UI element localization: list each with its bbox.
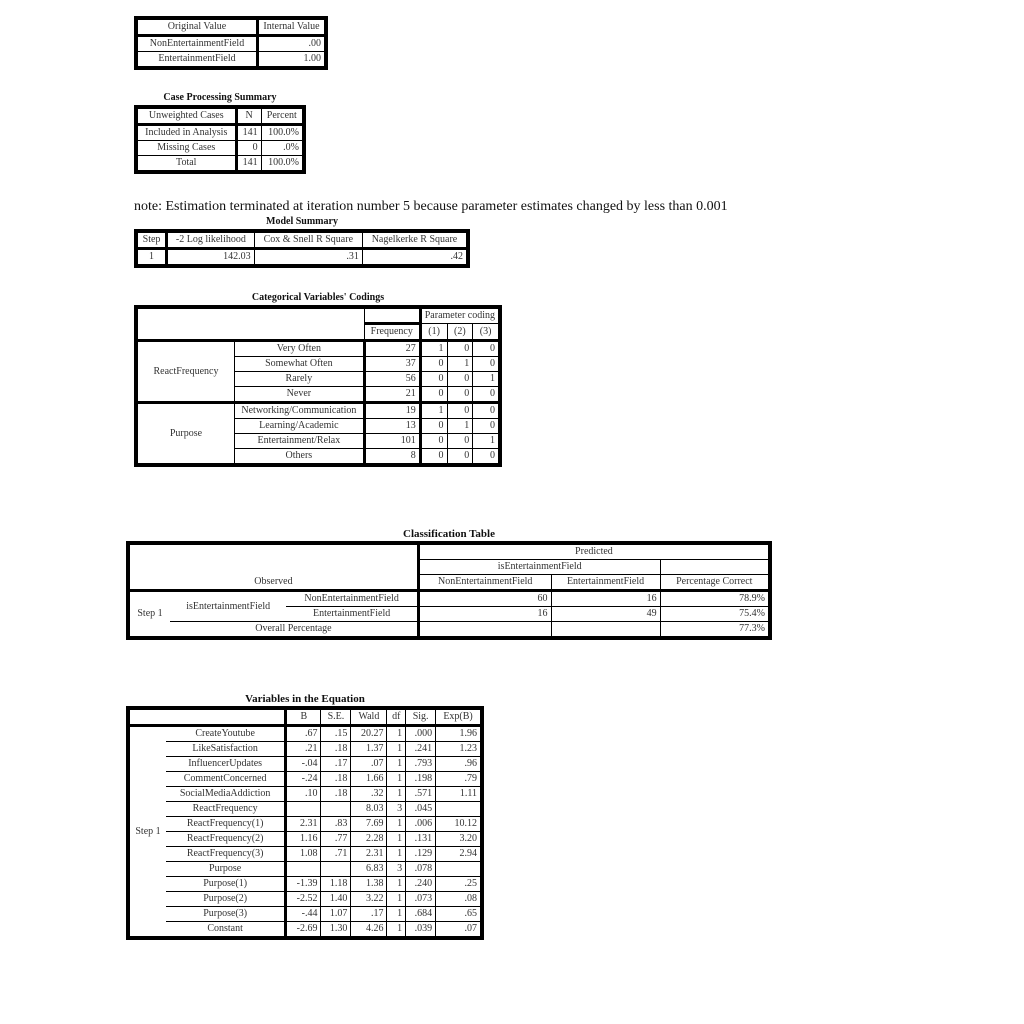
cell: .131 [406,832,436,847]
cell: 1.37 [351,742,387,757]
cell: .045 [406,802,436,817]
cell: 0 [473,419,500,434]
model-summary-block [134,215,470,268]
variables-table [126,706,484,940]
cell: 1.96 [436,726,482,742]
step-label: Step 1 [128,726,166,939]
cell: 7.69 [351,817,387,832]
cell: 0 [447,387,473,403]
cell: .67 [286,726,321,742]
classification-block [126,527,772,640]
header-dep-var: isEntertainmentField [418,560,660,575]
header-col-non: NonEntertainmentField [418,575,551,591]
header-col-pct: Percentage Correct [660,575,770,591]
cell: .83 [321,817,351,832]
category-label: Networking/Communication [235,403,365,419]
cell: .07 [351,757,387,772]
cell: 0 [236,141,261,156]
cell: -2.69 [286,922,321,939]
table-row [128,877,482,892]
variable-label: Purpose [166,862,286,877]
header-expb: Exp(B) [436,708,482,726]
cell: 3 [387,802,406,817]
cell: 142.03 [167,249,255,267]
cell: 1 [387,742,406,757]
header-nagelkerke: Nagelkerke R Square [362,231,468,249]
category-label: Learning/Academic [235,419,365,434]
cell: .073 [406,892,436,907]
cell: 1 [387,726,406,742]
header-n: N [236,107,261,125]
cell: .21 [286,742,321,757]
observed-label: EntertainmentField [286,607,418,622]
case-processing-block [134,91,306,174]
header-code-3: (3) [473,324,500,341]
cell: 0 [473,387,500,403]
cell: 2.94 [436,847,482,862]
cell: -2.52 [286,892,321,907]
variable-label: ReactFrequency(2) [166,832,286,847]
variable-label: SocialMediaAddiction [166,787,286,802]
variable-label: InfluencerUpdates [166,757,286,772]
cell: 56 [364,372,420,387]
variables-title: Variables in the Equation [245,693,365,705]
table-row [128,847,482,862]
cell: .684 [406,907,436,922]
cell: .77 [321,832,351,847]
table-row [128,862,482,877]
header-parameter-coding: Parameter coding [420,307,500,324]
cell: .25 [436,877,482,892]
group-react-frequency: ReactFrequency [136,341,235,403]
cell: 0 [447,434,473,449]
header-cox-snell: Cox & Snell R Square [254,231,362,249]
cell: 0 [473,341,500,357]
variable-label: Constant [166,922,286,939]
cell: 100.0% [261,156,304,173]
cell: 8 [364,449,420,466]
cell: .10 [286,787,321,802]
cell: -.44 [286,907,321,922]
category-label: Never [235,387,365,403]
cell-empty [551,622,660,639]
cell: .65 [436,907,482,922]
cell: 1 [387,817,406,832]
cell: 8.03 [351,802,387,817]
header-col-ent: EntertainmentField [551,575,660,591]
cell: 27 [364,341,420,357]
corner-cell [136,307,364,341]
table-row [128,892,482,907]
header-original-value: Original Value [136,18,258,36]
cell: 20.27 [351,726,387,742]
cell: 1.00 [258,52,327,69]
cell: -.04 [286,757,321,772]
variable-label: CreateYoutube [166,726,286,742]
cell: .0% [261,141,304,156]
cell: 13 [364,419,420,434]
cell: 1 [136,249,167,267]
case-processing-table [134,105,306,174]
cell: 0 [420,419,447,434]
cell [286,862,321,877]
cell: 1 [420,403,447,419]
cell: 0 [447,372,473,387]
cell: .000 [406,726,436,742]
variable-label: ReactFrequency(1) [166,817,286,832]
header-b: B [286,708,321,726]
cell: 2.28 [351,832,387,847]
cell: Included in Analysis [136,125,236,141]
cell: 0 [420,387,447,403]
cell: .18 [321,787,351,802]
cell: 0 [420,372,447,387]
categorical-codings-block [134,291,502,467]
table-row [128,772,482,787]
cell: .006 [406,817,436,832]
variable-label: Purpose(3) [166,907,286,922]
header-log-likelihood: -2 Log likelihood [167,231,255,249]
table-row [128,787,482,802]
case-processing-title: Case Processing Summary [163,92,277,103]
dependent-encoding-table [134,16,328,70]
cell: .71 [321,847,351,862]
category-label: Somewhat Often [235,357,365,372]
cell: 100.0% [261,125,304,141]
cell: 1 [473,372,500,387]
classification-title: Classification Table [403,528,495,540]
blank-cell [364,307,420,324]
cell: .198 [406,772,436,787]
header-sig: Sig. [406,708,436,726]
category-label: Entertainment/Relax [235,434,365,449]
group-purpose: Purpose [136,403,235,466]
header-se: S.E. [321,708,351,726]
header-frequency: Frequency [364,324,420,341]
estimation-note: note: Estimation terminated at iteration number 5 because parameter estimates changed by less than 0.001 [134,199,728,214]
cell: .42 [362,249,468,267]
variable-label: ReactFrequency [166,802,286,817]
variable-label: ReactFrequency(3) [166,847,286,862]
cell: 0 [420,357,447,372]
cell [436,862,482,877]
cell: 0 [447,341,473,357]
header-predicted: Predicted [418,543,770,560]
cell [286,802,321,817]
table-row [128,726,482,742]
cell: 0 [447,449,473,466]
header-wald: Wald [351,708,387,726]
dep-var-label: isEntertainmentField [170,591,286,622]
cell [321,862,351,877]
header-df: df [387,708,406,726]
cell: 141 [236,125,261,141]
cell: .31 [254,249,362,267]
classification-table [126,541,772,640]
cell: EntertainmentField [136,52,258,69]
cell: 1.07 [321,907,351,922]
cell: .241 [406,742,436,757]
header-step: Step [136,231,167,249]
cell: 1 [387,772,406,787]
variables-block [126,692,484,940]
table-row [128,757,482,772]
cell: .00 [258,36,327,52]
model-summary-table [134,229,470,268]
cell: 37 [364,357,420,372]
variable-label: CommentConcerned [166,772,286,787]
cell: .17 [321,757,351,772]
cell: -.24 [286,772,321,787]
cell: 1.30 [321,922,351,939]
cell: 60 [418,591,551,607]
table-row [128,817,482,832]
model-summary-title: Model Summary [266,216,338,227]
cell: 21 [364,387,420,403]
cell: 1.08 [286,847,321,862]
step-label: Step 1 [128,591,170,639]
cell: Total [136,156,236,173]
cell: .18 [321,772,351,787]
cell: 1 [447,357,473,372]
cell: 1.16 [286,832,321,847]
overall-value: 77.3% [660,622,770,639]
cell: 1 [387,847,406,862]
cell: 1 [387,877,406,892]
table-row [128,742,482,757]
cell: 0 [420,449,447,466]
cell: 10.12 [436,817,482,832]
cell: .96 [436,757,482,772]
cell: 1 [387,892,406,907]
cell: .32 [351,787,387,802]
header-code-2: (2) [447,324,473,341]
cell: 1 [387,757,406,772]
cell: 0 [473,449,500,466]
cell: 1.11 [436,787,482,802]
header-observed: Observed [128,575,418,591]
header-percent: Percent [261,107,304,125]
overall-label: Overall Percentage [170,622,418,639]
cell: .08 [436,892,482,907]
cell: 16 [551,591,660,607]
cell: 1.40 [321,892,351,907]
table-row [128,907,482,922]
cell: 141 [236,156,261,173]
cell: 2.31 [286,817,321,832]
cell: 0 [473,403,500,419]
cell: 1 [387,907,406,922]
cell: .129 [406,847,436,862]
cell: 0 [473,357,500,372]
cell: .793 [406,757,436,772]
cell: 75.4% [660,607,770,622]
category-label: Very Often [235,341,365,357]
category-label: Rarely [235,372,365,387]
cell: 1 [447,419,473,434]
table-row [128,802,482,817]
observed-label: NonEntertainmentField [286,591,418,607]
cell: 6.83 [351,862,387,877]
cell: 16 [418,607,551,622]
variable-label: LikeSatisfaction [166,742,286,757]
cell: 3 [387,862,406,877]
table-row [128,832,482,847]
cell: 101 [364,434,420,449]
cell: .039 [406,922,436,939]
variable-label: Purpose(1) [166,877,286,892]
cell: .571 [406,787,436,802]
cell: 3.20 [436,832,482,847]
header-unweighted: Unweighted Cases [136,107,236,125]
cell: Missing Cases [136,141,236,156]
cell: 1 [420,341,447,357]
cell-empty [418,622,551,639]
cell: 1.38 [351,877,387,892]
cell: 3.22 [351,892,387,907]
cell: 1 [387,922,406,939]
cell: -1.39 [286,877,321,892]
cell: 0 [420,434,447,449]
category-label: Others [235,449,365,466]
variable-label: Purpose(2) [166,892,286,907]
cell: 78.9% [660,591,770,607]
cell: 4.26 [351,922,387,939]
corner-cell [128,543,418,575]
cell: 2.31 [351,847,387,862]
cell [321,802,351,817]
cell: 1.66 [351,772,387,787]
cell: .17 [351,907,387,922]
cell: 1.18 [321,877,351,892]
dependent-encoding-block [134,16,328,70]
cell: 1 [387,832,406,847]
cell: 49 [551,607,660,622]
cell: .07 [436,922,482,939]
cell: 0 [447,403,473,419]
cell: 19 [364,403,420,419]
header-internal-value: Internal Value [258,18,327,36]
corner-cell [128,708,286,726]
cell: .240 [406,877,436,892]
cell [436,802,482,817]
cell: 1.23 [436,742,482,757]
cell: .79 [436,772,482,787]
cell: 1 [387,787,406,802]
blank-cell [660,560,770,575]
cell: .15 [321,726,351,742]
table-row [128,922,482,939]
cell: .078 [406,862,436,877]
cell: 1 [473,434,500,449]
categorical-codings-title: Categorical Variables' Codings [251,292,385,303]
cell: NonEntertainmentField [136,36,258,52]
header-code-1: (1) [420,324,447,341]
cell: .18 [321,742,351,757]
categorical-codings-table [134,305,502,467]
